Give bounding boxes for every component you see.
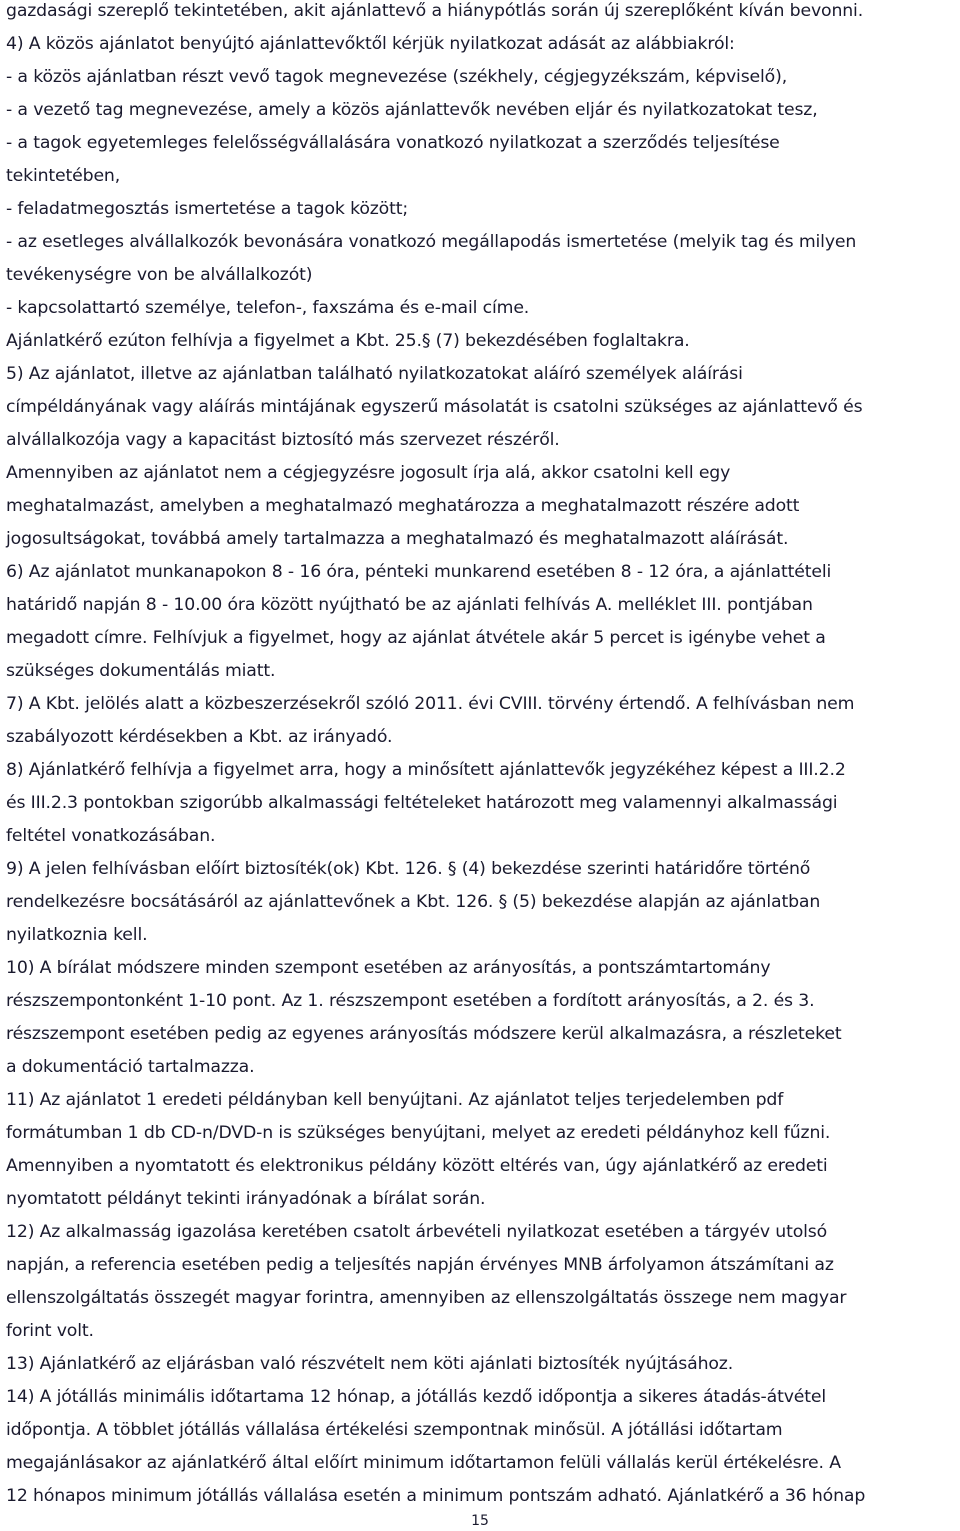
text-line: - a vezető tag megnevezése, amely a közös ajánlattevők nevében eljár és nyilatkozatokat tesz, [6, 100, 818, 120]
text-line: részszempont esetében pedig az egyenes arányosítás módszere kerül alkalmazásra, a részleteket [6, 1024, 842, 1044]
text-line: 11) Az ajánlatot 1 eredeti példányban kell benyújtani. Az ajánlatot teljes terjedelemben pdf [6, 1090, 784, 1110]
text-line: a dokumentáció tartalmazza. [6, 1057, 255, 1077]
page-number: 15 [471, 1513, 489, 1529]
text-line: forint volt. [6, 1321, 94, 1341]
text-line: 7) A Kbt. jelölés alatt a közbeszerzésekről szóló 2011. évi CVIII. törvény értendő. A felhívásban nem [6, 694, 855, 714]
text-line: meghatalmazást, amelyben a meghatalmazó meghatározza a meghatalmazott részére adott [6, 496, 800, 516]
text-line: alvállalkozója vagy a kapacitást biztosító más szervezet részéről. [6, 430, 560, 450]
text-line: szükséges dokumentálás miatt. [6, 661, 276, 681]
text-line: - feladatmegosztás ismertetése a tagok között; [6, 199, 409, 219]
text-line: 12) Az alkalmasság igazolása keretében csatolt árbevételi nyilatkozat esetében a tárgyév utolsó [6, 1222, 828, 1242]
text-line: 4) A közös ajánlatot benyújtó ajánlattevőktől kérjük nyilatkozat adását az alábbiakról: [6, 34, 735, 54]
text-line: ellenszolgáltatás összegét magyar forintra, amennyiben az ellenszolgáltatás összege nem magyar [6, 1288, 847, 1308]
text-line: tekintetében, [6, 166, 121, 186]
text-line: jogosultságokat, továbbá amely tartalmazza a meghatalmazó és meghatalmazott aláírását. [6, 529, 789, 549]
text-line: feltétel vonatkozásában. [6, 826, 216, 846]
text-line: 9) A jelen felhívásban előírt biztosíték(ok) Kbt. 126. § (4) bekezdése szerinti határidőre történő [6, 859, 811, 879]
text-line: rendelkezésre bocsátásáról az ajánlattevőnek a Kbt. 126. § (5) bekezdése alapján az ajánlatban [6, 892, 821, 912]
text-line: formátumban 1 db CD-n/DVD-n is szükséges benyújtani, melyet az eredeti példányhoz kell fűzni. [6, 1123, 831, 1143]
text-line: 10) A bírálat módszere minden szempont esetében az arányosítás, a pontszámtartomány [6, 958, 771, 978]
text-line: 12 hónapos minimum jótállás vállalása esetén a minimum pontszám adható. Ajánlatkérő a 36 hónap [6, 1486, 866, 1506]
text-line: Ajánlatkérő ezúton felhívja a figyelmet a Kbt. 25.§ (7) bekezdésében foglaltakra. [6, 331, 690, 351]
text-line: Amennyiben az ajánlatot nem a cégjegyzésre jogosult írja alá, akkor csatolni kell egy [6, 463, 731, 483]
text-line: 14) A jótállás minimális időtartama 12 hónap, a jótállás kezdő időpontja a sikeres átadás-átvétel [6, 1387, 827, 1407]
document-body [6, 0, 958, 1513]
text-line: időpontja. A többlet jótállás vállalása értékelési szempontnak minősül. A jótállási időtartam [6, 1420, 783, 1440]
text-line: 6) Az ajánlatot munkanapokon 8 - 16 óra, pénteki munkarend esetében 8 - 12 óra, a ajánlattételi [6, 562, 832, 582]
text-line: 8) Ajánlatkérő felhívja a figyelmet arra, hogy a minősített ajánlattevők jegyzékéhez képest a III.2.2 [6, 760, 846, 780]
text-line: gazdasági szereplő tekintetében, akit ajánlattevő a hiánypótlás során új szereplőként kíván bevonni. [6, 1, 864, 21]
text-line: napján, a referencia esetében pedig a teljesítés napján érvényes MNB árfolyamon átszámítani az [6, 1255, 834, 1275]
text-line: határidő napján 8 - 10.00 óra között nyújtható be az ajánlati felhívás A. melléklet III. pontjában [6, 595, 813, 615]
text-line: - az esetleges alvállalkozók bevonására vonatkozó megállapodás ismertetése (melyik tag és milyen [6, 232, 857, 252]
text-line: tevékenységre von be alvállalkozót) [6, 265, 313, 285]
text-line: megajánlásakor az ajánlatkérő által előírt minimum időtartamon felüli vállalás kerül értékelésre. A [6, 1453, 841, 1473]
text-line: részszempontonként 1-10 pont. Az 1. részszempont esetében a fordított arányosítás, a 2. és 3. [6, 991, 815, 1011]
text-line: szabályozott kérdésekben a Kbt. az irányadó. [6, 727, 393, 747]
text-line: - a közös ajánlatban részt vevő tagok megnevezése (székhely, cégjegyzékszám, képviselő), [6, 67, 788, 87]
text-line: nyomtatott példányt tekinti irányadónak a bírálat során. [6, 1189, 486, 1209]
text-line: megadott címre. Felhívjuk a figyelmet, hogy az ajánlat átvétele akár 5 percet is igénybe vehet a [6, 628, 826, 648]
text-line: és III.2.3 pontokban szigorúbb alkalmassági feltételeket határozott meg valamennyi alkalmassági [6, 793, 838, 813]
text-line: címpéldányának vagy aláírás mintájának egyszerű másolatát is csatolni szükséges az ajánlattevő és [6, 397, 863, 417]
text-line: - kapcsolattartó személye, telefon-, faxszáma és e-mail címe. [6, 298, 530, 318]
text-line: 5) Az ajánlatot, illetve az ajánlatban található nyilatkozatokat aláíró személyek aláírási [6, 364, 743, 384]
text-line: - a tagok egyetemleges felelősségvállalására vonatkozó nyilatkozat a szerződés teljesítése [6, 133, 780, 153]
text-line: Amennyiben a nyomtatott és elektronikus példány között eltérés van, úgy ajánlatkérő az eredeti [6, 1156, 828, 1176]
text-line: nyilatkoznia kell. [6, 925, 148, 945]
text-line: 13) Ajánlatkérő az eljárásban való részvételt nem köti ajánlati biztosíték nyújtásához. [6, 1354, 734, 1374]
